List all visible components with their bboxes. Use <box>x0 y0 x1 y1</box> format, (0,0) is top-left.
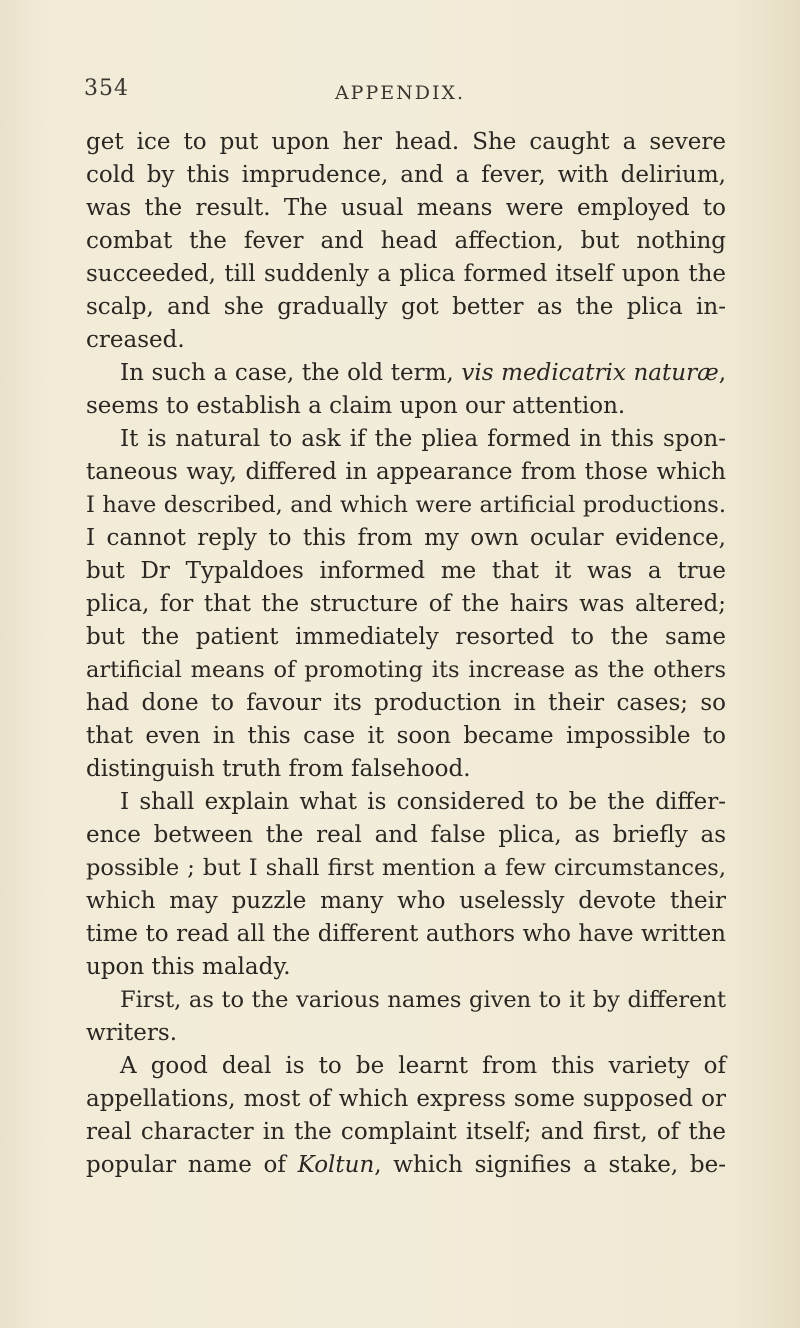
italic-phrase: vis medicatrix naturæ <box>461 360 719 386</box>
text-line: cold by this imprudence, and a fever, with delirium, <box>86 162 726 188</box>
text-line: succeeded, till suddenly a plica formed itself upon the <box>86 261 726 287</box>
text-line: It is natural to ask if the pliea formed in this spon- <box>120 426 726 452</box>
italic-phrase: Koltun <box>297 1152 375 1178</box>
text-line: time to read all the different authors who have written <box>86 921 726 947</box>
text-line: artificial means of promoting its increase as the others <box>86 657 726 683</box>
text-line: distinguish truth from falsehood. <box>86 756 471 782</box>
text-line: had done to favour its production in their cases; so <box>86 690 726 716</box>
text-line: which may puzzle many who uselessly devote their <box>86 888 726 914</box>
text-line: scalp, and she gradually got better as the plica in- <box>86 294 726 320</box>
text-line: popular name of Koltun, which signifies a stake, be- <box>86 1152 726 1178</box>
text-line: ence between the real and false plica, as briefly as <box>86 822 726 848</box>
text-line: First, as to the various names given to it by different <box>120 987 726 1013</box>
text-line: that even in this case it soon became impossible to <box>86 723 726 749</box>
text-line: creased. <box>86 327 185 353</box>
text-line: seems to establish a claim upon our attention. <box>86 393 626 419</box>
text-line: but the patient immediately resorted to the same <box>86 624 726 650</box>
text-line: was the result. The usual means were employed to <box>86 195 726 221</box>
text-line: appellations, most of which express some supposed or <box>86 1086 726 1112</box>
text-line: plica, for that the structure of the hairs was altered; <box>86 591 726 617</box>
text-line: I shall explain what is considered to be the differ- <box>120 789 726 815</box>
body-text <box>86 126 726 1182</box>
running-head: APPENDIX. <box>334 82 466 104</box>
text-line: possible ; but I shall first mention a few circumstances, <box>86 855 726 881</box>
text-line: I cannot reply to this from my own ocular evidence, <box>86 525 726 551</box>
text-line: writers. <box>86 1020 178 1046</box>
text-line: upon this malady. <box>86 954 291 980</box>
text-line: I have described, and which were artificial productions. <box>86 492 726 518</box>
text-line: combat the fever and head affection, but nothing <box>86 228 726 254</box>
text-line: In such a case, the old term, vis medicatrix naturæ, <box>120 360 726 386</box>
text-line: but Dr Typaldoes informed me that it was a true <box>86 558 726 584</box>
text-line: real character in the complaint itself; and first, of the <box>86 1119 726 1145</box>
text-line: get ice to put upon her head. She caught a severe <box>86 129 726 155</box>
text-line: taneous way, differed in appearance from those which <box>86 459 726 485</box>
page-number: 354 <box>84 76 129 101</box>
text-line: A good deal is to be learnt from this variety of <box>120 1053 726 1079</box>
